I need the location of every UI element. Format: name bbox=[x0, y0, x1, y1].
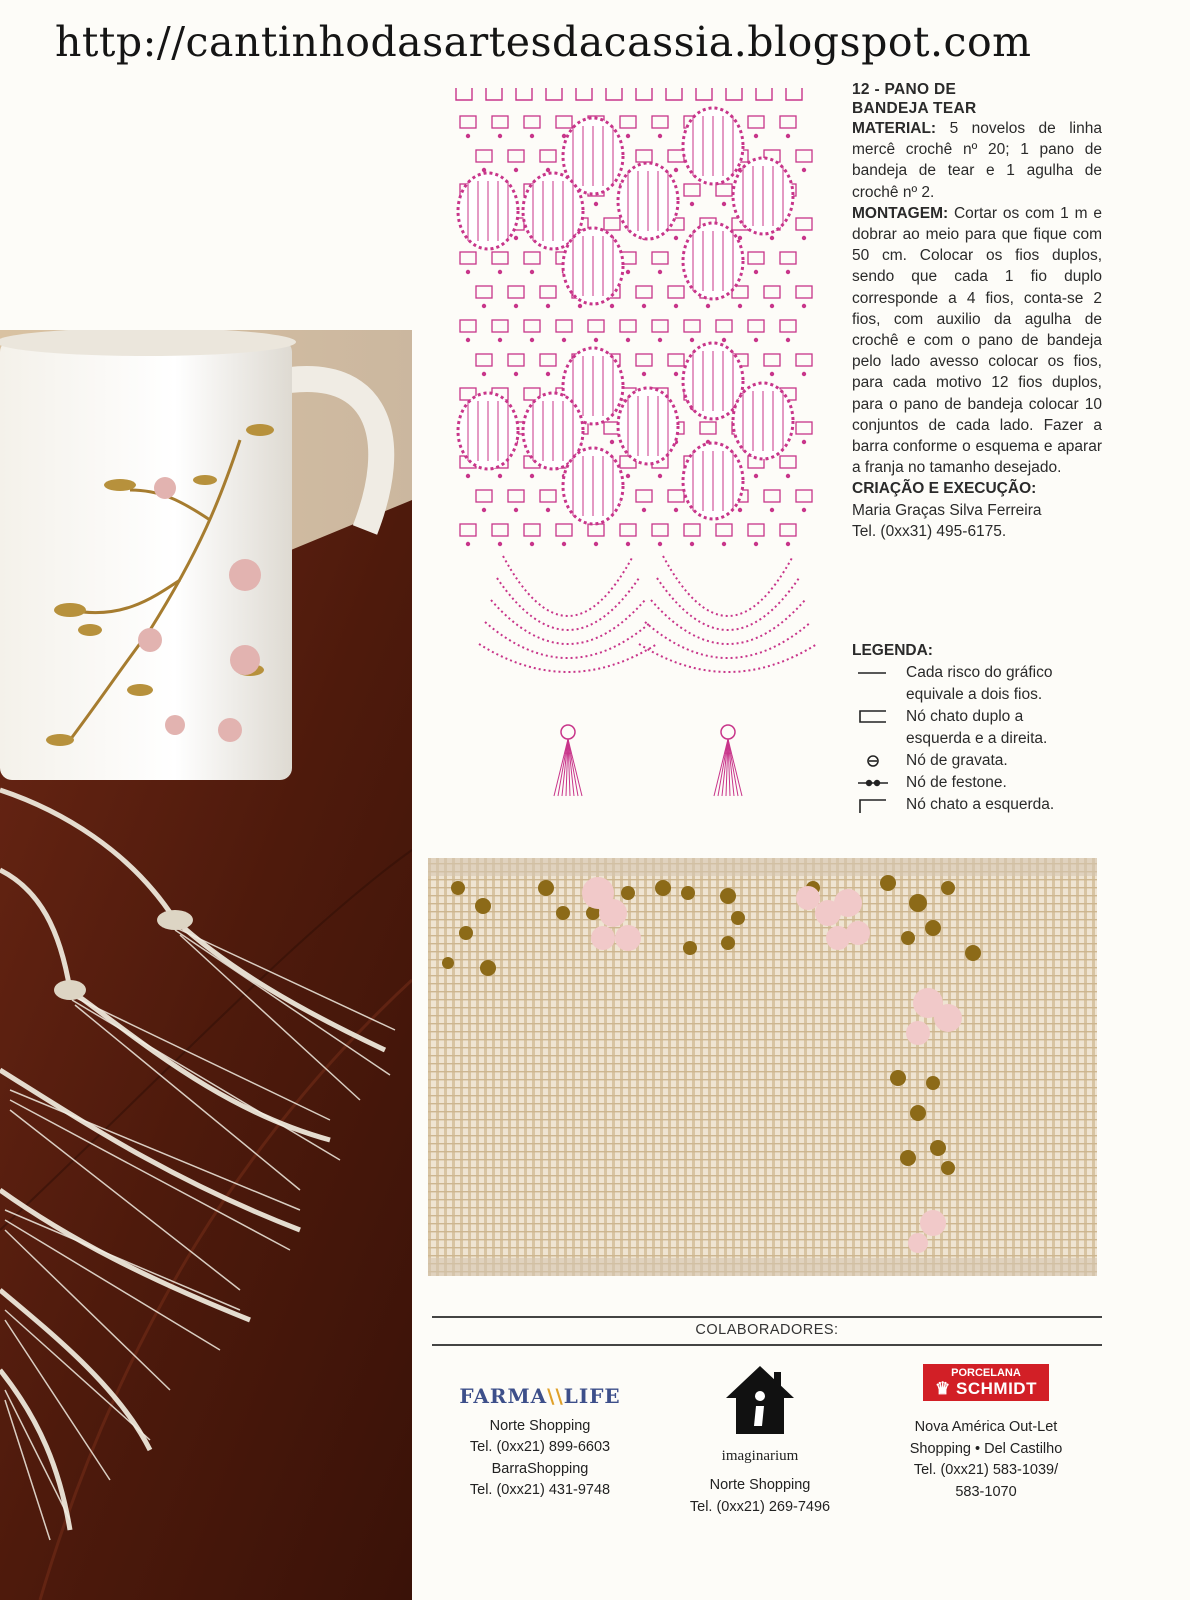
knot-mark bbox=[668, 490, 684, 502]
crown-icon: ♛ bbox=[935, 1379, 951, 1398]
knot-dot bbox=[658, 338, 662, 342]
credits-name: Maria Graças Silva Ferreira bbox=[852, 501, 1042, 519]
knot-mark bbox=[508, 286, 524, 298]
knot-dot bbox=[738, 508, 742, 512]
knot-dot bbox=[658, 474, 662, 478]
footer-rule-top bbox=[432, 1316, 1102, 1318]
knot-dot bbox=[530, 338, 534, 342]
knot-mark bbox=[460, 320, 476, 332]
schmidt-logo bbox=[923, 1364, 1049, 1401]
knot-dot bbox=[786, 134, 790, 138]
fringe-swag bbox=[479, 644, 657, 672]
knot-dot bbox=[802, 236, 806, 240]
knot-mark bbox=[588, 320, 604, 332]
fringe-swag bbox=[503, 556, 633, 616]
legend-text: Cada risco do gráfico bbox=[906, 664, 1053, 681]
knot-dot bbox=[466, 474, 470, 478]
mug-photo bbox=[0, 330, 412, 1600]
knot-dot bbox=[498, 542, 502, 546]
knot-dot bbox=[642, 508, 646, 512]
tie-knot-icon bbox=[852, 750, 906, 772]
hanging-loop bbox=[786, 88, 802, 100]
knot-mark bbox=[652, 320, 668, 332]
fringe-swag bbox=[491, 600, 645, 644]
legend-item bbox=[852, 794, 1112, 816]
knot-dot bbox=[786, 474, 790, 478]
knot-mark bbox=[748, 116, 764, 128]
legend-text: esquerda e a direita. bbox=[906, 730, 1048, 747]
project-title-line2: BANDEJA TEAR bbox=[852, 100, 977, 117]
knot-dot bbox=[466, 270, 470, 274]
knot-mark bbox=[716, 320, 732, 332]
knot-mark bbox=[636, 286, 652, 298]
hanging-loop bbox=[516, 88, 532, 100]
knot-dot bbox=[690, 202, 694, 206]
legend-item bbox=[852, 750, 1112, 772]
knot-dot bbox=[690, 542, 694, 546]
knot-mark bbox=[540, 150, 556, 162]
knot-mark bbox=[796, 354, 812, 366]
knot-dot bbox=[690, 338, 694, 342]
knot-dot bbox=[514, 168, 518, 172]
knot-dot bbox=[722, 202, 726, 206]
legend bbox=[852, 640, 1112, 816]
farmalife-logo bbox=[440, 1386, 640, 1408]
knot-dot bbox=[786, 542, 790, 546]
knot-dot bbox=[466, 542, 470, 546]
knot-dot bbox=[802, 168, 806, 172]
legend-item bbox=[852, 662, 1112, 706]
hanging-loop bbox=[636, 88, 652, 100]
knot-mark bbox=[700, 422, 716, 434]
knot-mark bbox=[764, 354, 780, 366]
knot-mark bbox=[588, 524, 604, 536]
knot-mark bbox=[796, 422, 812, 434]
hanging-loop bbox=[756, 88, 772, 100]
knot-mark bbox=[668, 354, 684, 366]
project-title-line1: 12 - PANO DE bbox=[852, 81, 957, 98]
knot-mark bbox=[556, 524, 572, 536]
knot-dot bbox=[562, 542, 566, 546]
knot-dot bbox=[498, 474, 502, 478]
knot-mark bbox=[492, 524, 508, 536]
knot-mark bbox=[764, 286, 780, 298]
sponsor-line: Shopping • Del Castilho bbox=[909, 1440, 1063, 1457]
knot-dot bbox=[626, 134, 630, 138]
knot-mark bbox=[620, 320, 636, 332]
knot-mark bbox=[796, 490, 812, 502]
knot-mark bbox=[652, 116, 668, 128]
farmalife-logo-part2: LIFE bbox=[563, 1384, 621, 1408]
knot-dot bbox=[754, 542, 758, 546]
knot-dot bbox=[626, 338, 630, 342]
knot-dot bbox=[530, 474, 534, 478]
knot-dot bbox=[610, 304, 614, 308]
knot-mark bbox=[796, 286, 812, 298]
knot-dot bbox=[642, 372, 646, 376]
imaginarium-logo: imaginarium bbox=[721, 1447, 799, 1464]
knot-mark bbox=[508, 354, 524, 366]
embroidered-fabric-photo bbox=[428, 858, 1097, 1276]
material-section bbox=[852, 118, 1102, 203]
sponsor-line: Norte Shopping bbox=[709, 1477, 811, 1493]
knot-mark bbox=[684, 320, 700, 332]
knot-dot bbox=[546, 304, 550, 308]
knot-mark bbox=[492, 320, 508, 332]
knot-dot bbox=[722, 338, 726, 342]
knot-dot bbox=[546, 168, 550, 172]
knot-dot bbox=[514, 304, 518, 308]
knot-dot bbox=[658, 134, 662, 138]
knot-mark bbox=[780, 252, 796, 264]
knot-dot bbox=[674, 372, 678, 376]
sponsor-line: Tel. (0xx21) 583-1039/ bbox=[913, 1462, 1059, 1478]
knot-mark bbox=[636, 354, 652, 366]
legend-text: Nó de gravata. bbox=[906, 752, 1008, 769]
knot-mark bbox=[716, 524, 732, 536]
knot-mark bbox=[460, 524, 476, 536]
hanging-loop bbox=[576, 88, 592, 100]
knot-dot bbox=[626, 270, 630, 274]
schmidt-logo-big: SCHMIDT bbox=[956, 1379, 1037, 1398]
knot-mark bbox=[748, 524, 764, 536]
knot-mark bbox=[524, 252, 540, 264]
knot-dot bbox=[802, 372, 806, 376]
knot-dot bbox=[770, 372, 774, 376]
knot-mark bbox=[652, 252, 668, 264]
knot-mark bbox=[492, 116, 508, 128]
knot-dot bbox=[466, 338, 470, 342]
knot-dot bbox=[786, 338, 790, 342]
knot-dot bbox=[498, 338, 502, 342]
hanging-loop bbox=[726, 88, 742, 100]
material-label: MATERIAL: bbox=[852, 120, 937, 137]
hanging-loop bbox=[456, 88, 472, 100]
knot-mark bbox=[604, 218, 620, 230]
knot-dot bbox=[674, 508, 678, 512]
knot-mark bbox=[620, 116, 636, 128]
knot-dot bbox=[626, 474, 630, 478]
knot-dot bbox=[754, 270, 758, 274]
legend-text: Nó chato duplo a bbox=[906, 708, 1024, 725]
knot-dot bbox=[482, 508, 486, 512]
legend-text: equivale a dois fios. bbox=[906, 686, 1043, 703]
knot-mark bbox=[524, 116, 540, 128]
knot-mark bbox=[716, 184, 732, 196]
knot-dot bbox=[498, 270, 502, 274]
knot-dot bbox=[466, 134, 470, 138]
knot-mark bbox=[476, 490, 492, 502]
fringe-swag bbox=[645, 622, 811, 658]
knot-mark bbox=[796, 150, 812, 162]
knot-dot bbox=[658, 542, 662, 546]
knot-dot bbox=[658, 270, 662, 274]
sponsor-line: Tel. (0xx21) 899-6603 bbox=[469, 1439, 611, 1455]
sponsor-line: 583-1070 bbox=[955, 1483, 1017, 1500]
knot-mark bbox=[636, 490, 652, 502]
knot-mark bbox=[796, 218, 812, 230]
knot-dot bbox=[786, 270, 790, 274]
credits-label: CRIAÇÃO E EXECUÇÃO: bbox=[852, 480, 1037, 498]
left-square-knot-icon bbox=[852, 794, 906, 816]
knot-mark bbox=[540, 490, 556, 502]
legend-text: Nó de festone. bbox=[906, 774, 1007, 791]
knot-mark bbox=[476, 354, 492, 366]
knot-mark bbox=[668, 286, 684, 298]
sponsor-schmidt bbox=[880, 1364, 1092, 1503]
tassel-knot bbox=[721, 725, 735, 739]
knot-mark bbox=[748, 252, 764, 264]
knot-dot bbox=[562, 338, 566, 342]
hanging-loop bbox=[606, 88, 622, 100]
tassel-knot bbox=[561, 725, 575, 739]
knot-dot bbox=[514, 236, 518, 240]
material-text: 5 novelos de linha mercê crochê nº 20; 1 pano de bandeja de tear e 1 agulha de crochê nº 2. bbox=[852, 120, 1102, 201]
knot-dot bbox=[738, 304, 742, 308]
line-icon bbox=[852, 662, 906, 684]
knot-mark bbox=[748, 320, 764, 332]
festoon-knot-icon bbox=[852, 772, 906, 794]
knot-dot bbox=[754, 474, 758, 478]
knot-dot bbox=[482, 304, 486, 308]
montagem-label: MONTAGEM: bbox=[852, 204, 949, 222]
knot-mark bbox=[764, 490, 780, 502]
knot-dot bbox=[802, 440, 806, 444]
sponsor-imaginarium bbox=[660, 1362, 860, 1518]
knot-dot bbox=[482, 168, 486, 172]
knot-dot bbox=[482, 372, 486, 376]
knot-mark bbox=[732, 286, 748, 298]
farmalife-logo-part1: FARMA bbox=[459, 1384, 548, 1408]
knot-dot bbox=[562, 134, 566, 138]
knot-mark bbox=[460, 252, 476, 264]
knot-mark bbox=[556, 320, 572, 332]
knot-mark bbox=[508, 490, 524, 502]
knot-dot bbox=[610, 440, 614, 444]
fringe-swag bbox=[485, 622, 651, 658]
macrame-pattern-diagram bbox=[448, 86, 820, 804]
legend-text: Nó chato a esquerda. bbox=[906, 796, 1055, 813]
legend-title: LEGENDA: bbox=[852, 642, 933, 659]
knot-dot bbox=[770, 236, 774, 240]
knot-mark bbox=[668, 150, 684, 162]
house-icon bbox=[720, 1362, 800, 1438]
legend-item bbox=[852, 706, 1112, 750]
knot-mark bbox=[476, 150, 492, 162]
knot-mark bbox=[508, 150, 524, 162]
fringe-swag bbox=[497, 578, 639, 630]
sponsor-line: Nova América Out-Let bbox=[914, 1419, 1058, 1435]
knot-dot bbox=[802, 508, 806, 512]
knot-mark bbox=[524, 320, 540, 332]
fringe-swag bbox=[651, 600, 805, 644]
knot-dot bbox=[754, 134, 758, 138]
knot-dot bbox=[754, 338, 758, 342]
montagem-text: Cortar os com 1 m e dobrar ao meio para que fique com 50 cm. Colocar os fios duplos, sendo que cada 1 fio duplo corresponde a 4 fios, conta-se 2 fios, com auxilio da agulha de crochê e com o pano de bandeja pelo lado avesso colocar os fios, para cada motivo 12 fios duplos, para o pano de bandeja colocar 10 conjuntos de cada lado. Fazer a barra conforme o esquema e aparar a franja no tamanho desejado. bbox=[852, 204, 1102, 477]
stripe-icon: \\ bbox=[547, 1384, 564, 1408]
knot-mark bbox=[540, 286, 556, 298]
fringe-swag bbox=[663, 556, 793, 616]
hanging-loop bbox=[696, 88, 712, 100]
knot-dot bbox=[498, 134, 502, 138]
fringe-swag bbox=[639, 644, 817, 672]
knot-dot bbox=[546, 372, 550, 376]
knot-mark bbox=[460, 116, 476, 128]
credits-phone: Tel. (0xx31) 495-6175. bbox=[852, 522, 1007, 540]
knot-dot bbox=[674, 168, 678, 172]
knot-dot bbox=[674, 304, 678, 308]
knot-mark bbox=[780, 320, 796, 332]
knot-dot bbox=[514, 372, 518, 376]
knot-mark bbox=[524, 524, 540, 536]
knot-dot bbox=[706, 304, 710, 308]
knot-dot bbox=[722, 542, 726, 546]
knot-mark bbox=[652, 524, 668, 536]
knot-dot bbox=[770, 304, 774, 308]
knot-dot bbox=[642, 304, 646, 308]
sponsor-line: Tel. (0xx21) 269-7496 bbox=[689, 1498, 831, 1515]
knot-dot bbox=[594, 338, 598, 342]
collaborators-title: COLABORADORES: bbox=[695, 1322, 839, 1338]
footer-rule-bottom bbox=[432, 1344, 1102, 1346]
instructions-column bbox=[852, 80, 1102, 542]
legend-item bbox=[852, 772, 1112, 794]
knot-mark bbox=[780, 524, 796, 536]
knot-mark bbox=[636, 150, 652, 162]
knot-dot bbox=[578, 304, 582, 308]
sponsor-line: Tel. (0xx21) 431-9748 bbox=[469, 1482, 611, 1498]
knot-mark bbox=[492, 252, 508, 264]
montagem-section bbox=[852, 203, 1102, 479]
knot-dot bbox=[674, 236, 678, 240]
knot-mark bbox=[780, 116, 796, 128]
knot-mark bbox=[620, 524, 636, 536]
knot-mark bbox=[476, 286, 492, 298]
knot-dot bbox=[626, 542, 630, 546]
knot-dot bbox=[770, 508, 774, 512]
knot-mark bbox=[556, 116, 572, 128]
knot-mark bbox=[780, 456, 796, 468]
blog-url: http://cantinhodasartesdacassia.blogspot.com bbox=[55, 18, 1032, 66]
knot-dot bbox=[514, 508, 518, 512]
schmidt-logo-small: PORCELANA bbox=[951, 1367, 1021, 1379]
sponsor-farmalife bbox=[440, 1386, 640, 1502]
sponsor-line: Norte Shopping bbox=[489, 1417, 591, 1434]
knot-mark bbox=[684, 184, 700, 196]
knot-mark bbox=[540, 354, 556, 366]
knot-dot bbox=[530, 542, 534, 546]
knot-dot bbox=[530, 134, 534, 138]
fringe-swag bbox=[657, 578, 799, 630]
knot-dot bbox=[546, 508, 550, 512]
knot-dot bbox=[594, 542, 598, 546]
hanging-loop bbox=[486, 88, 502, 100]
double-square-knot-icon bbox=[852, 706, 906, 728]
hanging-loop bbox=[666, 88, 682, 100]
knot-dot bbox=[802, 304, 806, 308]
sponsor-line: BarraShopping bbox=[491, 1460, 589, 1477]
hanging-loop bbox=[546, 88, 562, 100]
knot-dot bbox=[594, 202, 598, 206]
knot-dot bbox=[530, 270, 534, 274]
knot-mark bbox=[684, 524, 700, 536]
